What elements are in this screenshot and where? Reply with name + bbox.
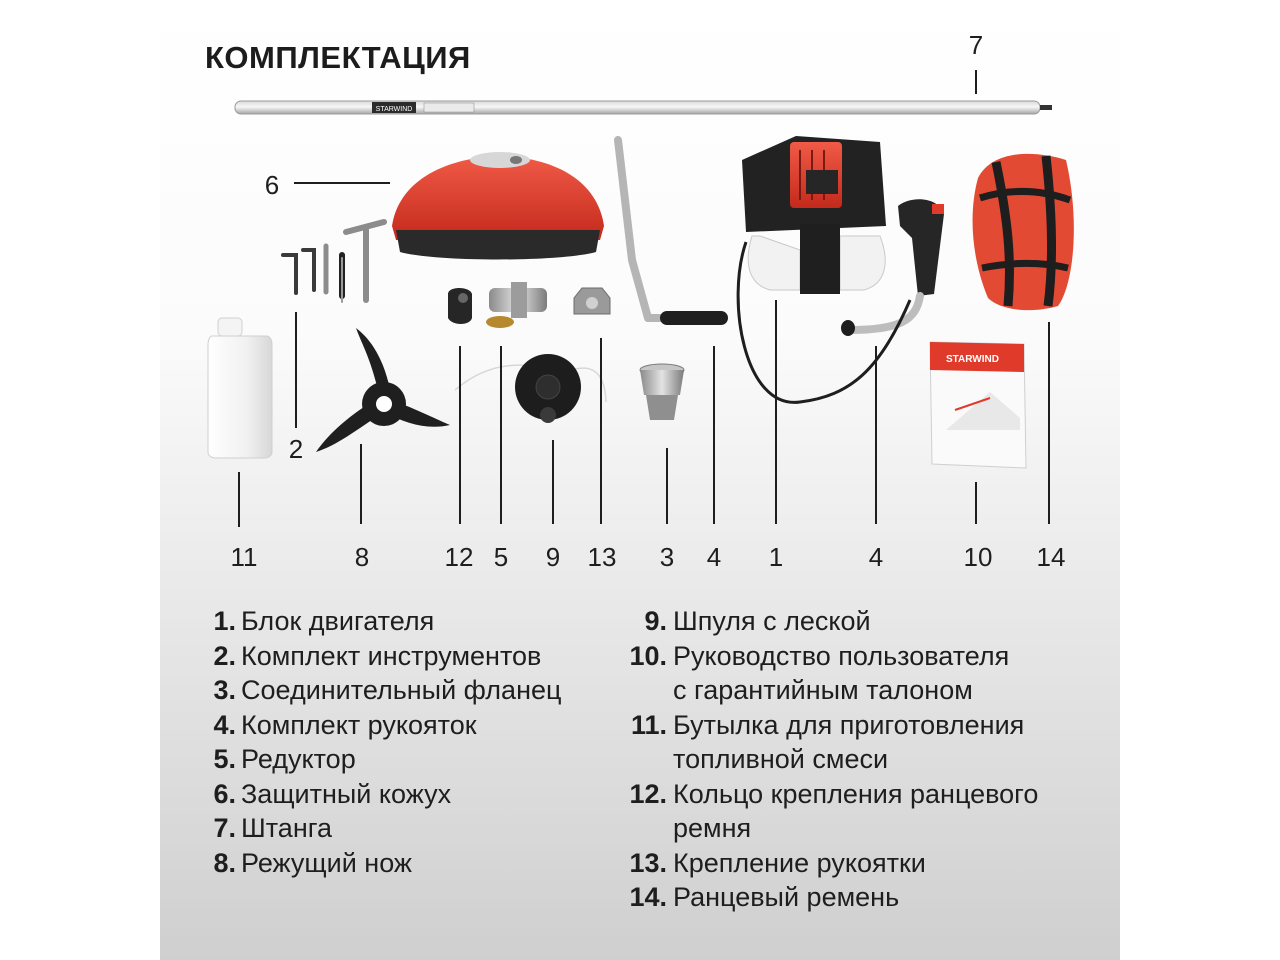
callout-2: 2 xyxy=(288,434,304,464)
leader-line-8 xyxy=(360,444,362,524)
callout-1: 1 xyxy=(768,542,784,572)
fuel-bottle-image xyxy=(208,318,272,458)
callout-9: 9 xyxy=(545,542,561,572)
legend-text: с гарантийным талоном xyxy=(673,675,973,705)
callout-6: 6 xyxy=(264,170,280,200)
legend-number: 6. xyxy=(213,778,236,809)
legend-number: 1. xyxy=(213,606,236,636)
leader-line-1 xyxy=(775,300,777,524)
trimmer-spool-image xyxy=(455,354,606,423)
callout-14: 14 xyxy=(1036,542,1066,572)
legend-text: Руководство пользователя xyxy=(673,640,1010,671)
gearbox-image xyxy=(486,282,547,328)
leader-line-10 xyxy=(975,482,977,524)
legend-text: ремня xyxy=(673,813,752,843)
shaft-brand-label: STARWIND xyxy=(375,106,413,113)
leader-line-13 xyxy=(600,338,602,524)
legend-list-left xyxy=(206,604,561,880)
user-manual-image xyxy=(930,342,1026,468)
legend-number: 11. xyxy=(630,709,667,740)
leader-line-7 xyxy=(975,70,977,94)
legend-text: Комплект рукояток xyxy=(241,709,477,740)
legend-item xyxy=(206,639,561,674)
callout-7: 7 xyxy=(968,30,984,60)
leader-line-6 xyxy=(294,182,390,184)
connecting-flange-image xyxy=(640,364,684,420)
protective-guard-image xyxy=(392,152,604,260)
legend-item xyxy=(623,777,1038,812)
callout-4-handle: 4 xyxy=(706,542,722,572)
callout-4-throttle: 4 xyxy=(868,542,884,572)
legend-item xyxy=(623,639,1038,674)
legend-item xyxy=(623,604,1038,639)
leader-line-9 xyxy=(552,440,554,524)
legend-text: Шпуля с леской xyxy=(673,606,871,636)
legend-item-continuation xyxy=(623,673,1038,708)
callout-13: 13 xyxy=(587,542,617,572)
legend-list-right xyxy=(623,604,1038,915)
legend-text: Комплект инструментов xyxy=(241,640,542,671)
leader-line-3 xyxy=(666,448,668,524)
legend-item xyxy=(206,846,561,881)
legend-text: Соединительный фланец xyxy=(241,675,562,705)
legend-number: 10. xyxy=(629,640,667,671)
belt-ring-image xyxy=(448,288,472,324)
legend-text: топливной смеси xyxy=(673,744,889,774)
manual-brand-label: STARWIND xyxy=(946,354,999,365)
legend-text: Кольцо крепления ранцевого xyxy=(673,778,1039,809)
callout-11: 11 xyxy=(230,542,258,572)
legend-number: 13. xyxy=(629,847,667,878)
legend-item xyxy=(206,604,561,639)
tool-kit-image xyxy=(283,222,384,302)
leader-line-14 xyxy=(1048,322,1050,524)
handle-mount-image xyxy=(574,288,610,314)
legend-item-continuation xyxy=(623,811,1038,846)
callout-5: 5 xyxy=(493,542,509,572)
legend-number: 12. xyxy=(629,778,667,809)
legend-text: Редуктор xyxy=(241,744,356,774)
legend-text: Ранцевый ремень xyxy=(673,882,900,912)
engine-unit-image xyxy=(738,136,944,402)
legend-item-continuation xyxy=(623,742,1038,777)
legend-number: 4. xyxy=(213,709,236,740)
legend-number: 5. xyxy=(213,744,236,774)
legend-text: Штанга xyxy=(241,813,333,843)
leader-line-12 xyxy=(459,346,461,524)
leader-line-2 xyxy=(295,312,297,428)
callout-10: 10 xyxy=(963,542,993,572)
legend-text: Режущий нож xyxy=(241,847,412,878)
legend-number: 14. xyxy=(629,882,667,912)
legend-item xyxy=(623,880,1038,915)
leader-line-4a xyxy=(713,346,715,524)
legend-item xyxy=(206,811,561,846)
legend-text: Крепление рукоятки xyxy=(673,847,926,878)
callout-12: 12 xyxy=(444,542,474,572)
harness-belt-image xyxy=(973,154,1074,310)
page-title: КОМПЛЕКТАЦИЯ xyxy=(205,40,471,75)
legend-number: 9. xyxy=(644,606,667,636)
legend-text: Защитный кожух xyxy=(241,778,452,809)
legend-number: 3. xyxy=(213,675,236,705)
callout-8: 8 xyxy=(354,542,370,572)
leader-line-11 xyxy=(238,472,240,527)
legend-item xyxy=(206,742,561,777)
leader-line-5 xyxy=(500,346,502,524)
legend-item xyxy=(206,777,561,812)
legend-number: 7. xyxy=(213,813,236,843)
legend-item xyxy=(623,708,1038,743)
handle-bar-image xyxy=(618,140,728,325)
legend-item xyxy=(623,846,1038,881)
legend-text: Бутылка для приготовления xyxy=(673,709,1025,740)
legend-number: 8. xyxy=(213,847,236,878)
leader-line-4b xyxy=(875,346,877,524)
shaft-image xyxy=(235,101,1052,114)
legend-item xyxy=(206,673,561,708)
cutting-blade-image xyxy=(316,328,450,452)
legend-item xyxy=(206,708,561,743)
legend-number: 2. xyxy=(213,640,236,671)
legend-text: Блок двигателя xyxy=(241,606,435,636)
callout-3: 3 xyxy=(659,542,675,572)
